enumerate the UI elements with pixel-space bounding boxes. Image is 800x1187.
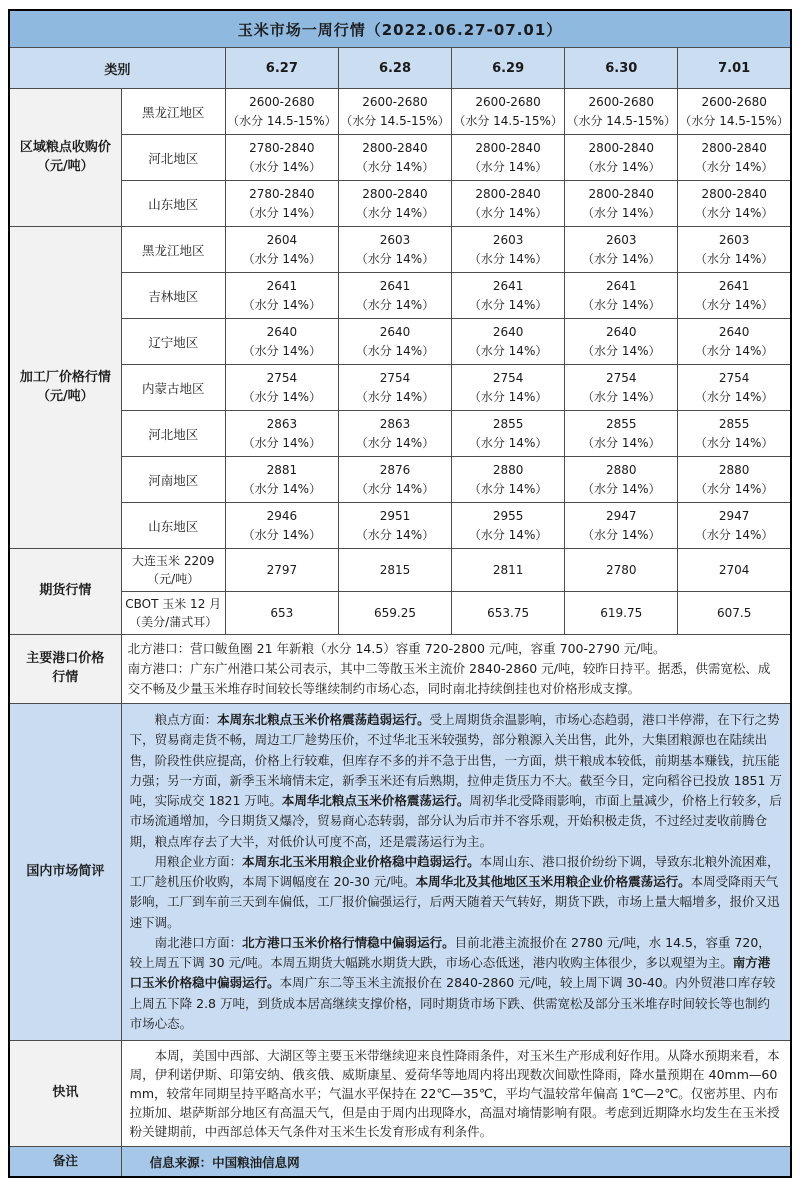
text-segment: 本周华北粮点玉米价格震荡运行。 [281,793,470,808]
price-value: 2640 [266,324,298,339]
text-segment: 本周受降雨天气影响，工厂到车前三天到车偏低，工厂报价偏强运行，后两天随着天气转好，期货下跌，市场上量大幅增多，报价又迅速下调。 [129,874,780,930]
date-header: 6.29 [452,48,565,89]
moisture-note: （水分 14%） [694,481,774,496]
price-cell [225,365,338,411]
moisture-note: （水分 14%） [242,159,322,174]
moisture-note: （水分 14%） [355,251,435,266]
moisture-note: （水分 14%） [355,389,435,404]
table-row [9,457,791,503]
moisture-note: （水分 14%） [242,343,322,358]
section-label: 期货行情 [9,549,121,635]
moisture-note: （水分 14%） [582,159,661,174]
review-section-content [121,704,791,1041]
moisture-note: （水分 14%） [694,343,774,358]
price-value: 2955 [492,508,524,523]
date-header: 6.30 [565,48,678,89]
price-value: 2603 [605,232,637,247]
price-cell [452,503,565,549]
price-value: 2880 [605,462,637,477]
moisture-note: （水分 14%） [468,389,548,404]
moisture-note: （水分 14%） [355,297,435,312]
price-cell [452,411,565,457]
review-paragraph [130,933,782,1034]
price-cell [338,227,451,273]
date-header: 7.01 [678,48,791,89]
price-value: 2600-2680 [362,94,428,109]
port-section-content [121,635,791,704]
moisture-note: （水分 14%） [468,481,548,496]
price-cell [225,273,338,319]
moisture-note: （水分 14.5-15%） [566,113,677,128]
moisture-note: （水分 14%） [355,343,435,358]
price-value: 2640 [492,324,524,339]
text-segment: 北方港口玉米价格行情稳中偏弱运行。 [242,934,455,950]
futures-price-cell: 2815 [338,549,451,592]
moisture-note: （水分 14%） [242,205,322,220]
moisture-note: （水分 14%） [694,389,774,404]
price-cell [678,227,791,273]
price-value: 2951 [379,508,411,523]
price-cell [565,135,678,181]
report-title: 玉米市场一周行情（2022.06.27-07.01） [9,10,791,48]
price-value: 2641 [492,278,524,293]
moisture-note: （水分 14%） [694,435,774,450]
price-cell [452,181,565,227]
contract-unit: （元/吨） [147,572,200,586]
price-value: 2780-2840 [249,140,315,155]
price-cell [225,411,338,457]
price-cell [565,411,678,457]
port-price-row [9,635,791,704]
price-cell [678,135,791,181]
moisture-note: （水分 14%） [355,527,435,542]
contract-unit: （美分/蒲式耳） [129,615,218,629]
price-cell [338,503,451,549]
price-cell [338,411,451,457]
table-row [9,135,791,181]
port-section-label-text: 主要港口价格行情 [26,651,105,685]
price-cell [452,135,565,181]
moisture-note: （水分 14%） [355,481,435,496]
price-value: 2800-2840 [588,140,654,155]
price-cell [452,89,565,135]
table-row [9,273,791,319]
price-cell [452,227,565,273]
price-cell [225,181,338,227]
moisture-note: （水分 14%） [468,343,548,358]
text-segment: 南方港口玉米价格稳中偏弱运行。 [129,955,771,991]
price-value: 2603 [492,232,524,247]
text-segment: 粮点方面： [154,712,218,727]
price-cell [565,503,678,549]
review-paragraph [130,710,782,852]
moisture-note: （水分 14%） [694,251,774,266]
section-label-line2: （元/吨） [36,158,94,174]
price-cell [565,319,678,365]
price-cell [225,135,338,181]
price-cell [452,457,565,503]
moisture-note: （水分 14%） [582,343,661,358]
price-cell [338,89,451,135]
price-value: 2947 [605,508,637,523]
price-cell [678,181,791,227]
price-cell [338,365,451,411]
moisture-note: （水分 14%） [468,527,548,542]
price-value: 2855 [605,416,637,431]
moisture-note: （水分 14%） [582,205,661,220]
text-segment: 本周山东、港口报价纷纷下调，导致东北粮外流困难，工厂趁机压价收购，本周下调幅度在 20-30 元/吨。 [129,853,780,889]
text-segment: 南北港口方面： [154,934,243,950]
futures-price-cell: 659.25 [338,592,451,635]
futures-price-cell: 619.75 [565,592,678,635]
price-cell [338,135,451,181]
moisture-note: （水分 14%） [242,251,322,266]
moisture-note: （水分 14%） [242,389,322,404]
moisture-note: （水分 14%） [468,297,548,312]
region-label: 内蒙古地区 [121,365,225,411]
section-label [9,89,121,227]
table-row [9,592,791,635]
price-value: 2863 [266,416,298,431]
moisture-note: （水分 14%） [694,527,774,542]
price-value: 2947 [718,508,750,523]
factory-price-section [9,227,791,549]
price-value: 2800-2840 [588,186,654,201]
region-label: 河南地区 [121,457,225,503]
price-value: 2641 [718,278,750,293]
price-cell [565,273,678,319]
price-value: 2754 [266,370,298,385]
price-cell [452,365,565,411]
text-segment: 周初华北受降雨影响，市面上量减少，价格上行较多，后市场流通增加，今日期货又爆冷，贸易商心态转弱，部分认为后市并不容乐观，开始积极走货，不过经过麦收前腾仓期，粮点库存去了大半，对低价认可度不高，还是震荡运行为主。 [129,793,782,849]
price-cell [678,411,791,457]
futures-section [9,549,791,635]
price-value: 2780-2840 [249,186,315,201]
price-cell [225,457,338,503]
price-value: 2880 [718,462,750,477]
price-value: 2800-2840 [362,140,428,155]
title-row [9,10,791,48]
table-row [9,365,791,411]
price-value: 2880 [492,462,524,477]
price-value: 2640 [718,324,750,339]
purchase-price-section [9,89,791,227]
price-cell [225,319,338,365]
remark-row [9,1147,791,1178]
price-cell [225,503,338,549]
price-value: 2946 [266,508,298,523]
news-row [9,1041,791,1147]
price-cell [565,181,678,227]
port-section-label [9,635,121,704]
region-label: 吉林地区 [121,273,225,319]
price-value: 2881 [266,462,298,477]
table-row [9,89,791,135]
category-header: 类别 [9,48,225,89]
market-review-row [9,704,791,1041]
price-cell [678,503,791,549]
moisture-note: （水分 14%） [694,205,774,220]
moisture-note: （水分 14%） [468,205,548,220]
moisture-note: （水分 14%） [355,205,435,220]
price-value: 2641 [605,278,637,293]
price-cell [678,273,791,319]
header-row [9,48,791,89]
table-row [9,503,791,549]
moisture-note: （水分 14%） [355,435,435,450]
moisture-note: （水分 14%） [694,297,774,312]
section-label-line2: （元/吨） [36,388,94,404]
price-value: 2754 [379,370,411,385]
price-cell [565,89,678,135]
price-cell [225,89,338,135]
moisture-note: （水分 14.5-15%） [340,113,450,128]
news-paragraph: 本周，美国中西部、大湖区等主要玉米带继续迎来良性降雨条件，对玉米生产形成利好作用。从降水预期来看，本周，伊利诺伊斯、印第安纳、俄亥俄、威斯康星、爱荷华等地周内将出现数次间歇性降雨，降水量预期在 40mm—60mm，较常年同期呈持平略高水平；气温水平保持在 22℃—35℃，平均气温较常年偏高 1℃—2℃。仅密苏里、内布拉斯加、堪萨斯部分地区有高温天气，但是由于周内出现降水，高温对墒情影响有限。考虑到近期降水均发生在玉米授粉关键期前，中西部总体天气条件对玉米生长发育形成有利条件。 [129,1048,780,1139]
price-value: 2604 [266,232,298,247]
moisture-note: （水分 14%） [468,435,548,450]
moisture-note: （水分 14%） [355,159,435,174]
price-cell [678,457,791,503]
futures-price-cell: 2704 [678,549,791,592]
price-value: 2754 [492,370,524,385]
moisture-note: （水分 14%） [242,435,322,450]
text-segment: 受上周期货余温影响，市场心态趋弱，港口半停滞，在下行之势下，贸易商走货不畅，周边工厂趁势压价，不过华北玉米较强势，部分粮源入关出售，此外，大集团粮源也在陆续出售，阶段性供应提高，价格上行较难，但库存不多的并不急于出售，一方面，烘干粮成本较低，前期基本赚钱，抗压能力强；另一方面，新季玉米墒情未定，新季玉米还有后熟期，拉伸走货压力不大。截至今日，定向稻谷已投放 1851 万吨，实际成交 1821 万吨。 [129,712,782,808]
price-cell [338,457,451,503]
moisture-note: （水分 14%） [242,481,322,496]
moisture-note: （水分 14%） [242,297,322,312]
text-segment: 本周东北粮点玉米价格震荡趋弱运行。 [217,712,430,727]
futures-price-cell: 653 [225,592,338,635]
text-segment: 本周华北及其他地区玉米用粮企业价格震荡运行。 [415,874,691,889]
price-value: 2855 [718,416,750,431]
corn-market-table [8,9,792,1178]
price-cell [678,89,791,135]
text-segment: 本周广东二等玉米主流报价在 2840-2860 元/吨，较上周下调 30-40。内外贸港口库存较上周五下降 2.8 万吨，到货成本居高继续支撑价格，同时期货市场下跌、供需宽松及部分玉米堆存时间较长等也制约市场心态。 [129,975,776,1031]
south-port-line: 南方港口：广东广州港口某公司表示，其中二等散玉米主流价 2840-2860 元/吨，较昨日持平。据悉，供需宽松、成交不畅及少量玉米堆存时间较长等继续制约市场心态，同时南北持续倒挂也对价格形成支撑。 [127,661,771,696]
moisture-note: （水分 14%） [694,159,774,174]
price-cell [565,227,678,273]
region-label: 河北地区 [121,135,225,181]
price-cell [565,457,678,503]
moisture-note: （水分 14%） [582,435,661,450]
price-value: 2800-2840 [362,186,428,201]
moisture-note: （水分 14%） [242,527,322,542]
price-cell [678,319,791,365]
text-segment: 用粮企业方面： [154,853,243,869]
moisture-note: （水分 14.5-15%） [453,113,563,128]
price-value: 2754 [605,370,637,385]
date-header: 6.28 [338,48,451,89]
table-row [9,319,791,365]
moisture-note: （水分 14%） [582,527,661,542]
price-cell [678,365,791,411]
north-port-line: 北方港口：营口鲅鱼圈 21 年新粮（水分 14.5）容重 720-2800 元/吨，容重 700-2790 元/吨。 [127,641,666,656]
price-value: 2800-2840 [475,186,541,201]
price-value: 2603 [718,232,750,247]
price-value: 2640 [605,324,637,339]
table-row [9,549,791,592]
news-section-content [121,1041,791,1147]
moisture-note: （水分 14%） [582,481,661,496]
futures-price-cell: 607.5 [678,592,791,635]
review-section-label: 国内市场简评 [9,704,121,1041]
region-label: 山东地区 [121,181,225,227]
moisture-note: （水分 14%） [582,297,661,312]
contract-label [121,549,225,592]
price-cell [338,181,451,227]
price-value: 2600-2680 [588,94,654,109]
moisture-note: （水分 14%） [582,389,661,404]
contract-name: CBOT 玉米 12 月 [125,597,222,611]
price-value: 2600-2680 [475,94,541,109]
region-label: 黑龙江地区 [121,227,225,273]
price-value: 2641 [266,278,298,293]
section-label [9,227,121,549]
info-source: 信息来源：中国粮油信息网 [121,1147,791,1178]
news-section-label: 快讯 [9,1041,121,1147]
section-label-line1: 区域粮点收购价 [19,139,111,155]
moisture-note: （水分 14.5-15%） [227,113,337,128]
price-cell [338,273,451,319]
futures-price-cell: 2797 [225,549,338,592]
review-paragraph [130,852,782,933]
price-cell [452,273,565,319]
contract-name: 大连玉米 2209 [132,554,215,568]
futures-price-cell: 653.75 [452,592,565,635]
futures-price-cell: 2780 [565,549,678,592]
futures-price-cell: 2811 [452,549,565,592]
moisture-note: （水分 14%） [468,159,548,174]
text-segment: 目前北港主流报价在 2780 元/吨，水 14.5，容重 720，较上周五下调 30 元/吨。本周五期货大幅跳水期货大跌，市场心态低迷，港内收购主体很少，多以观望为主。 [129,934,771,970]
remark-section-label: 备注 [9,1147,121,1178]
price-value: 2863 [379,416,411,431]
table-row [9,411,791,457]
region-label: 山东地区 [121,503,225,549]
price-value: 2800-2840 [701,186,767,201]
text-segment: 本周东北玉米用粮企业价格稳中趋弱运行。 [242,853,480,869]
price-cell [225,227,338,273]
price-value: 2600-2680 [249,94,315,109]
price-value: 2800-2840 [475,140,541,155]
price-value: 2855 [492,416,524,431]
price-cell [452,319,565,365]
price-cell [565,365,678,411]
table-row [9,227,791,273]
price-value: 2800-2840 [701,140,767,155]
price-value: 2600-2680 [701,94,767,109]
price-value: 2603 [379,232,411,247]
region-label: 河北地区 [121,411,225,457]
moisture-note: （水分 14%） [582,251,661,266]
contract-label [121,592,225,635]
price-value: 2641 [379,278,411,293]
section-label-line1: 加工厂价格行情 [19,369,111,385]
price-cell [338,319,451,365]
table-row [9,181,791,227]
moisture-note: （水分 14.5-15%） [679,113,789,128]
region-label: 辽宁地区 [121,319,225,365]
moisture-note: （水分 14%） [468,251,548,266]
date-header: 6.27 [225,48,338,89]
price-value: 2640 [379,324,411,339]
price-value: 2876 [379,462,411,477]
region-label: 黑龙江地区 [121,89,225,135]
price-value: 2754 [718,370,750,385]
